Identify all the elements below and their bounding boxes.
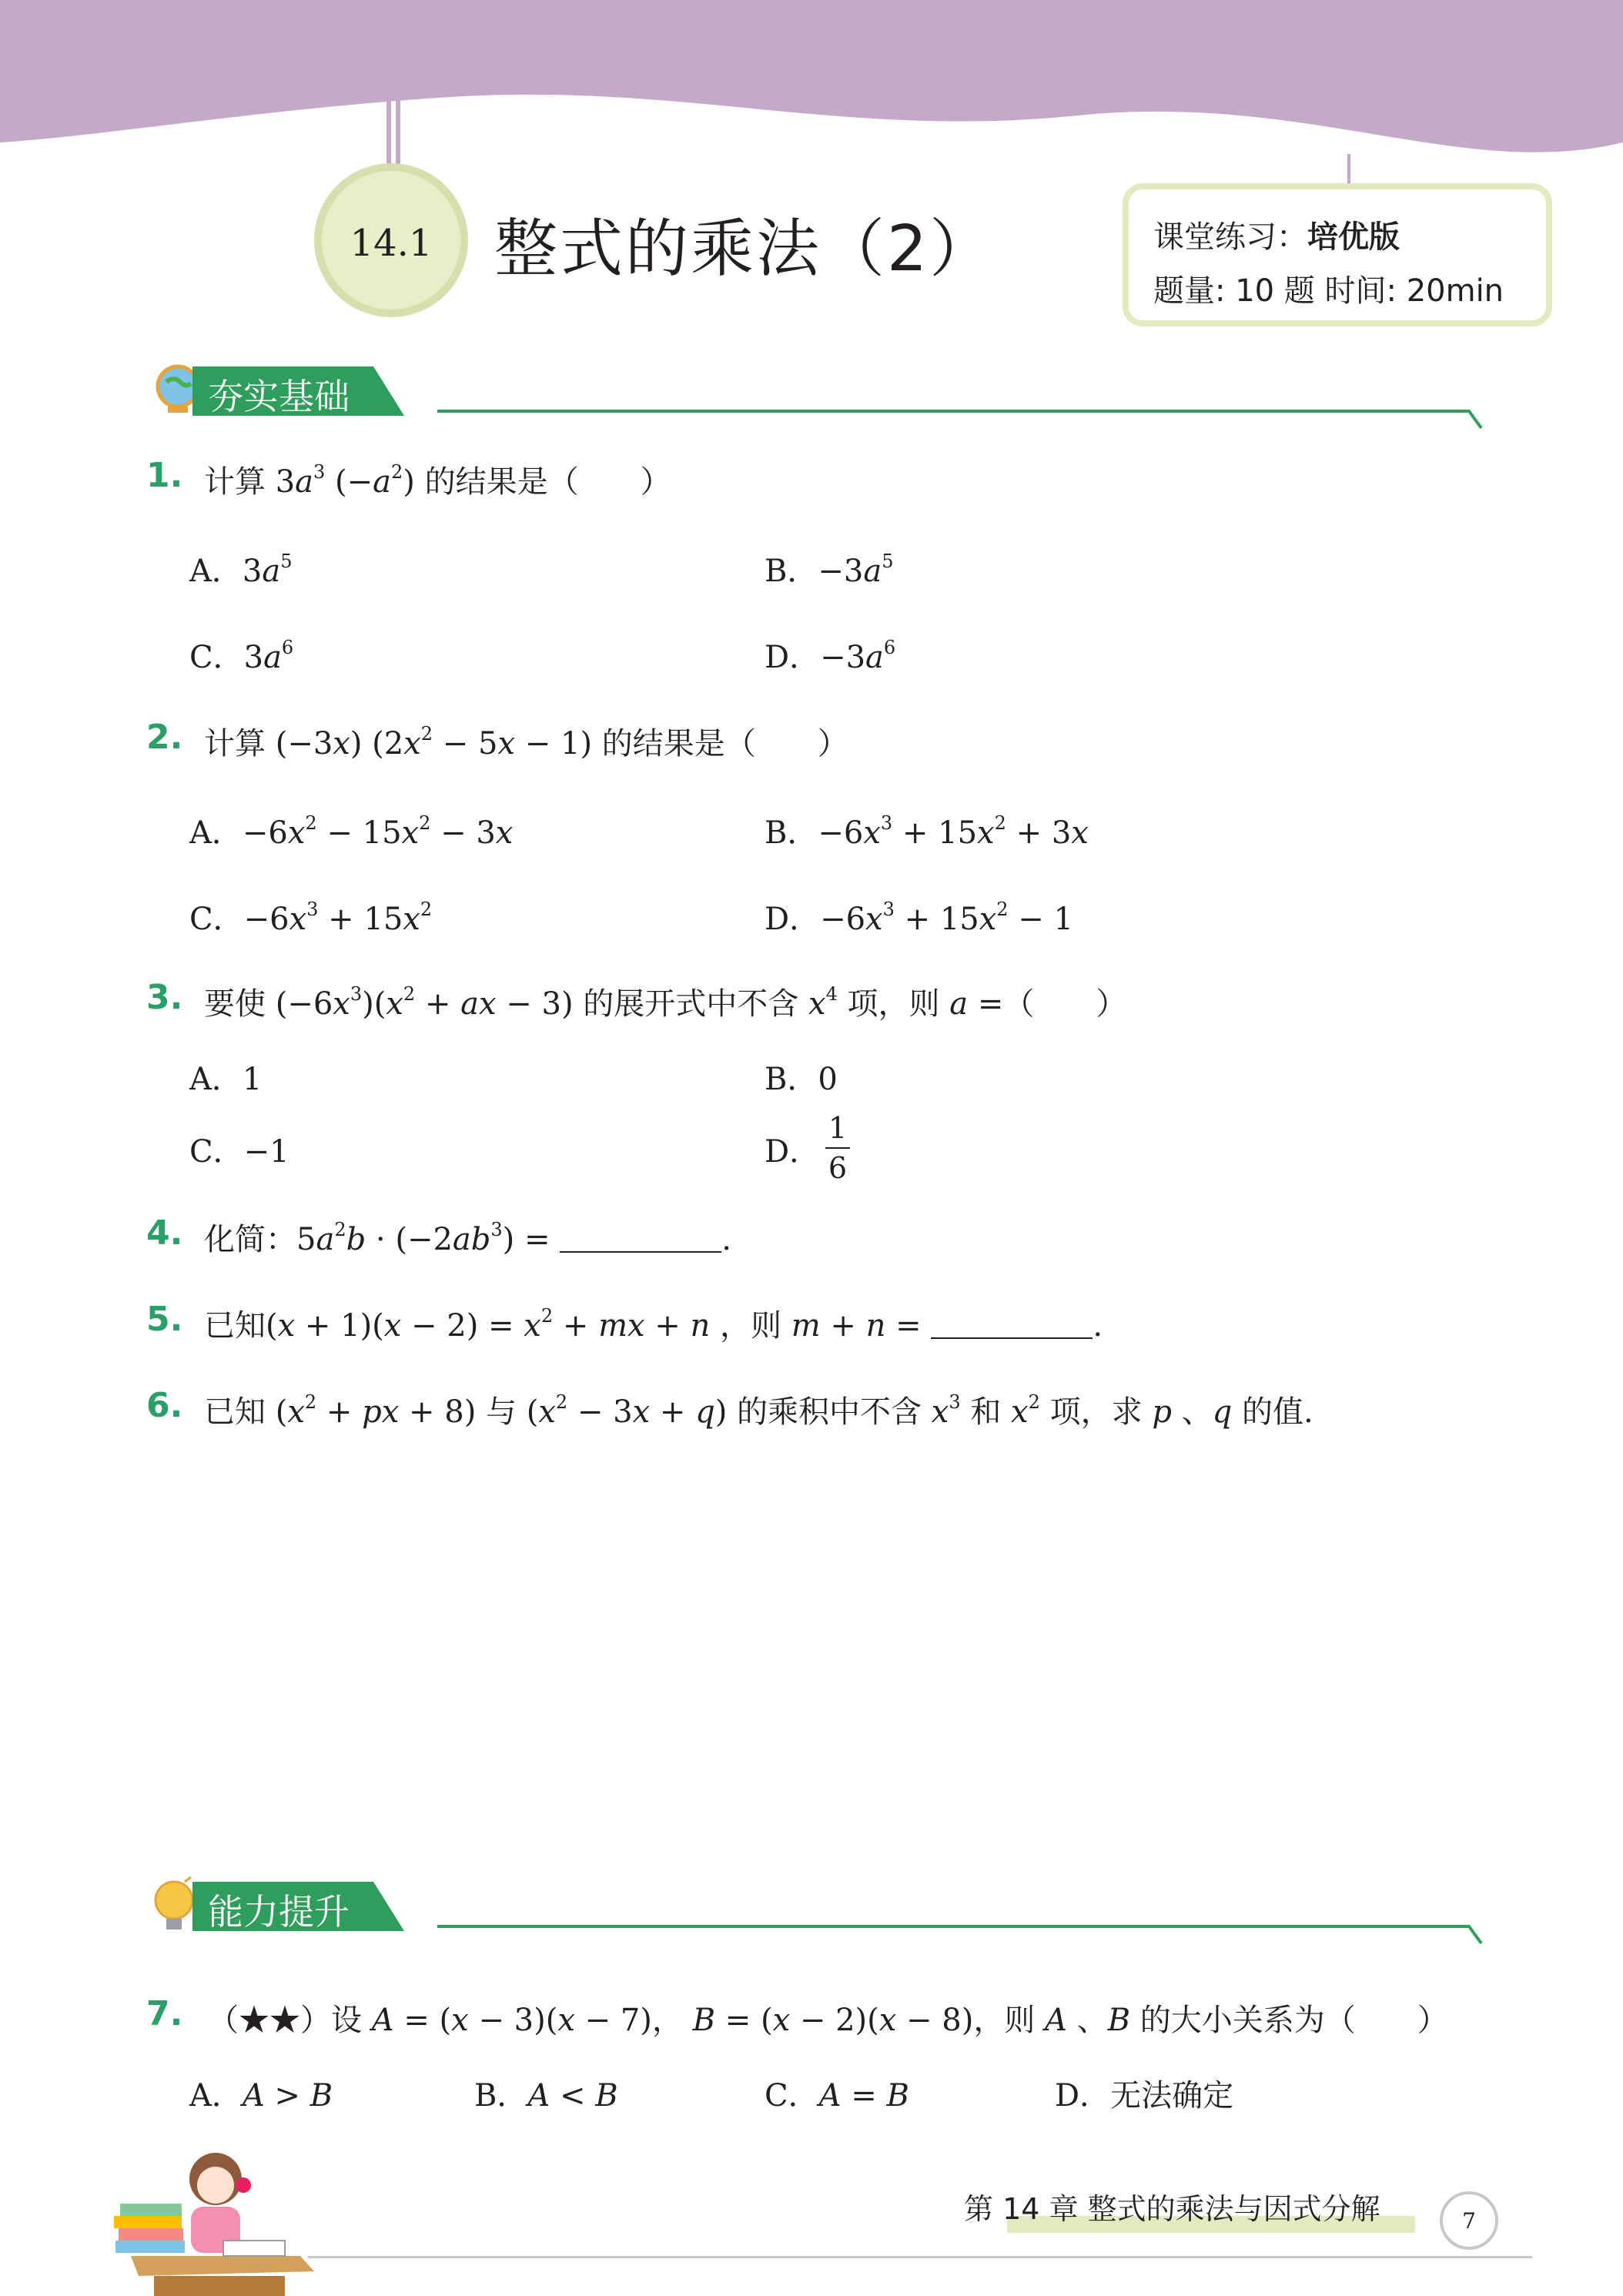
question-2-option-b[interactable]: B．$-6x^3 + 15x^2 + 3x$ <box>765 812 1089 851</box>
question-3-text: 要使 $(-6x^3)(x^2$ + ax − 3) 的展开式中不含 $x^4$ 项，则 a =（ ） <box>204 982 1127 1022</box>
question-7-text: （★★）设 A = (x − 3)(x − 7)， B = (x − 2)(x − 8)，则 A 、B 的大小关系为（ ） <box>208 2003 1448 2038</box>
question-number: 2. <box>146 718 183 757</box>
section-number-badge <box>314 163 468 317</box>
question-2-option-a[interactable]: A．$-6x^2 - 15x^2 - 3x$ <box>189 812 514 851</box>
fraction-numerator: 1 <box>828 1111 848 1145</box>
question-number: 3. <box>146 978 183 1017</box>
question-1-text: 计算 $3a^3$ $(-a^2)$ 的结果是（ ） <box>204 460 671 500</box>
info-label: 课堂练习： <box>1153 219 1307 255</box>
footer-rule <box>308 2256 1532 2258</box>
practice-info-box <box>1123 183 1552 326</box>
question-2-text: 计算 (−3x) $(2x^2 - 5x - 1)$ 的结果是（ ） <box>204 722 848 761</box>
question-7-option-b[interactable]: B．A < B <box>474 2078 618 2114</box>
question-number: 4. <box>146 1213 183 1253</box>
question-4-text: 化简：$5a^2b \cdot (-2ab^3)$ = . <box>204 1218 731 1257</box>
question-1-option-c[interactable]: C．$3a^6$ <box>189 636 294 675</box>
question-7-option-c[interactable]: C．A = B <box>765 2078 909 2114</box>
question-1-option-b[interactable]: B．$-3a^5$ <box>765 550 894 589</box>
question-1-option-a[interactable]: A．$3a^5$ <box>189 550 293 589</box>
info-edition: 培优版 <box>1307 219 1400 255</box>
question-7-option-a[interactable]: A．A > B <box>189 2078 333 2114</box>
question-number: 1. <box>146 456 183 495</box>
section-number: 14.1 <box>350 222 433 265</box>
fraction <box>825 1109 850 1187</box>
footer-chapter: 第 14 章 整式的乘法与因式分解 <box>964 2192 1380 2226</box>
question-number: 7. <box>146 1994 183 2033</box>
section-title-basic: 夯实基础 <box>208 376 350 417</box>
section-title-advanced: 能力提升 <box>208 1891 350 1933</box>
question-number: 6. <box>146 1386 183 1425</box>
section-divider <box>437 1920 1486 1946</box>
question-1-option-d[interactable]: D．$-3a^6$ <box>765 636 896 675</box>
question-3-option-d[interactable]: D． <box>765 1134 821 1170</box>
question-7-option-d[interactable]: D．无法确定 <box>1055 2078 1234 2114</box>
question-5-text: 已知$(x + 1)(x - 2) = x^2$ + mx + n ，则 m + n = . <box>204 1304 1103 1344</box>
header-wave <box>0 0 1623 185</box>
question-2-option-d[interactable]: D．$-6x^3 + 15x^2 - 1$ <box>765 898 1073 937</box>
page-number-badge <box>1440 2191 1498 2250</box>
question-3-option-a[interactable]: A．1 <box>189 1062 263 1097</box>
info-quantity-time: 题量: 10 题 时间: 20min <box>1153 273 1504 309</box>
page-title: 整式的乘法（2） <box>494 213 996 286</box>
fraction-denominator: 6 <box>828 1151 848 1185</box>
question-3-option-c[interactable]: C．−1 <box>189 1134 289 1170</box>
question-6-text: 已知 ($x^2$ + px + 8) 与 $(x^2 - 3x + q)$ 的乘积中不含 $x^3$ 和 $x^2$ 项，求 p 、q 的值. <box>204 1391 1313 1430</box>
question-3-option-b[interactable]: B．0 <box>765 1062 838 1097</box>
section-divider <box>437 405 1486 431</box>
question-number: 5. <box>146 1300 183 1339</box>
page-number: 7 <box>1462 2208 1476 2234</box>
question-2-option-c[interactable]: C．$-6x^3 + 15x^2$ <box>189 898 433 937</box>
student-reading-illustration <box>108 2125 323 2296</box>
